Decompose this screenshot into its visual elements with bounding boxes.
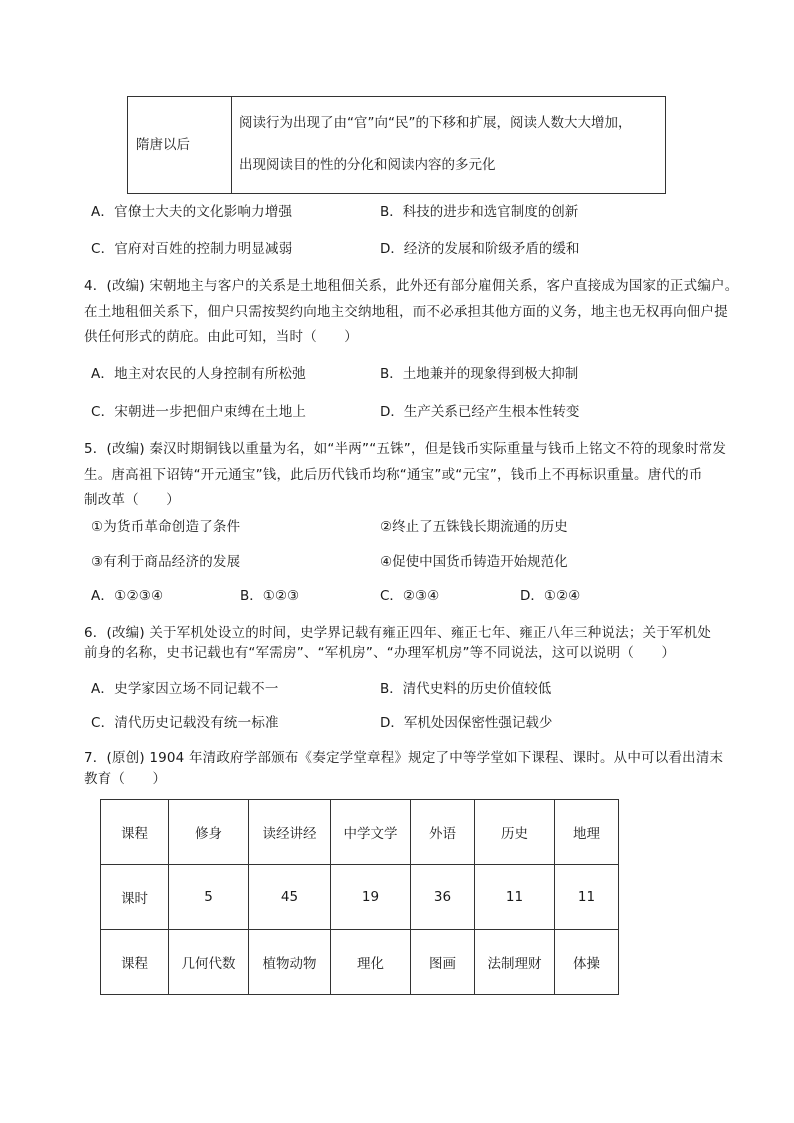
table-cell: 5 — [169, 865, 249, 930]
table-cell: 19 — [331, 865, 411, 930]
table-cell: 外语 — [411, 800, 475, 865]
table-cell: 11 — [555, 865, 619, 930]
q5-stem-line3: 制改革（ ） — [84, 492, 180, 508]
q7-stem-line2: 教育（ ） — [84, 771, 167, 787]
table-content-line1: 阅读行为出现了由“官”向“民”的下移和扩展，阅读人数大大增加， — [239, 115, 632, 131]
q4-stem-line1: 4．(改编) 宋朝地主与客户的关系是土地租佃关系，此外还有部分雇佣关系，客户直接成为国家的正式编户。 — [84, 278, 739, 294]
q5-statement-4: ④促使中国货币铸造开始规范化 — [380, 554, 568, 570]
q5-option-d: D．①②④ — [520, 588, 581, 604]
q6-option-d: D．军机处因保密性强记载少 — [380, 715, 553, 731]
q4-option-b: B．土地兼并的现象得到极大抑制 — [380, 366, 579, 382]
q4-option-c: C．宋朝进一步把佃户束缚在土地上 — [91, 404, 307, 420]
q6-stem-line1: 6．(改编) 关于军机处设立的时间，史学界记载有雍正四年、雍正七年、雍正八年三种说法；关于军机处 — [84, 625, 712, 641]
q6-option-b: B．清代史料的历史价值较低 — [380, 681, 552, 697]
table-content-line2: 出现阅读目的性的分化和阅读内容的多元化 — [239, 157, 496, 173]
table-cell: 地理 — [555, 800, 619, 865]
table-cell: 修身 — [169, 800, 249, 865]
table-cell: 课程 — [101, 800, 169, 865]
table-cell: 历史 — [475, 800, 555, 865]
reading-history-table — [127, 96, 666, 194]
q6-option-c: C．清代历史记载没有统一标准 — [91, 715, 279, 731]
table-period-label: 隋唐以后 — [136, 137, 190, 153]
q4-stem-line3: 供任何形式的荫庇。由此可知，当时（ ） — [84, 329, 358, 345]
q5-option-a: A．①②③④ — [91, 588, 164, 604]
q5-statement-1: ①为货币革命创造了条件 — [91, 519, 241, 535]
table-cell: 植物动物 — [249, 930, 331, 995]
table-row — [101, 930, 619, 995]
table-divider — [231, 97, 232, 193]
table-cell: 理化 — [331, 930, 411, 995]
q3-option-b: B．科技的进步和选官制度的创新 — [380, 204, 579, 220]
q3-option-c: C．官府对百姓的控制力明显减弱 — [91, 241, 293, 257]
table-cell: 图画 — [411, 930, 475, 995]
table-cell: 法制理财 — [475, 930, 555, 995]
q5-stem-line2: 生。唐高祖下诏铸“开元通宝”钱，此后历代钱币均称“通宝”或“元宝”，钱币上不再标识重量。唐代的币 — [84, 467, 703, 483]
table-row — [101, 865, 619, 930]
q4-option-a: A．地主对农民的人身控制有所松弛 — [91, 366, 306, 382]
curriculum-table — [100, 799, 619, 995]
q6-stem-line2: 前身的名称，史书记载也有“军需房”、“军机房”、“办理军机房”等不同说法，这可以说明（ ） — [84, 645, 676, 661]
table-cell: 11 — [475, 865, 555, 930]
q5-option-c: C．②③④ — [380, 588, 440, 604]
q5-statement-2: ②终止了五铢钱长期流通的历史 — [380, 519, 568, 535]
table-cell: 读经讲经 — [249, 800, 331, 865]
table-row — [101, 800, 619, 865]
table-cell: 36 — [411, 865, 475, 930]
table-cell: 中学文学 — [331, 800, 411, 865]
table-cell: 45 — [249, 865, 331, 930]
q3-option-d: D．经济的发展和阶级矛盾的缓和 — [380, 241, 580, 257]
table-cell: 课程 — [101, 930, 169, 995]
q5-stem-line1: 5．(改编) 秦汉时期铜钱以重量为名，如“半两”“五铢”，但是钱币实际重量与钱币上铭文不符的现象时常发 — [84, 441, 727, 457]
q7-stem-line1: 7．(原创) 1904 年清政府学部颁布《奏定学堂章程》规定了中等学堂如下课程、课时。从中可以看出清末 — [84, 750, 724, 766]
table-cell: 课时 — [101, 865, 169, 930]
q5-option-b: B．①②③ — [240, 588, 300, 604]
q3-option-a: A．官僚士大夫的文化影响力增强 — [91, 204, 293, 220]
q5-statement-3: ③有利于商品经济的发展 — [91, 554, 241, 570]
q6-option-a: A．史学家因立场不同记载不一 — [91, 681, 279, 697]
q4-stem-line2: 在土地租佃关系下，佃户只需按契约向地主交纳地租，而不必承担其他方面的义务，地主也无权再向佃户提 — [84, 304, 728, 320]
table-cell: 体操 — [555, 930, 619, 995]
table-cell: 几何代数 — [169, 930, 249, 995]
q4-option-d: D．生产关系已经产生根本性转变 — [380, 404, 580, 420]
